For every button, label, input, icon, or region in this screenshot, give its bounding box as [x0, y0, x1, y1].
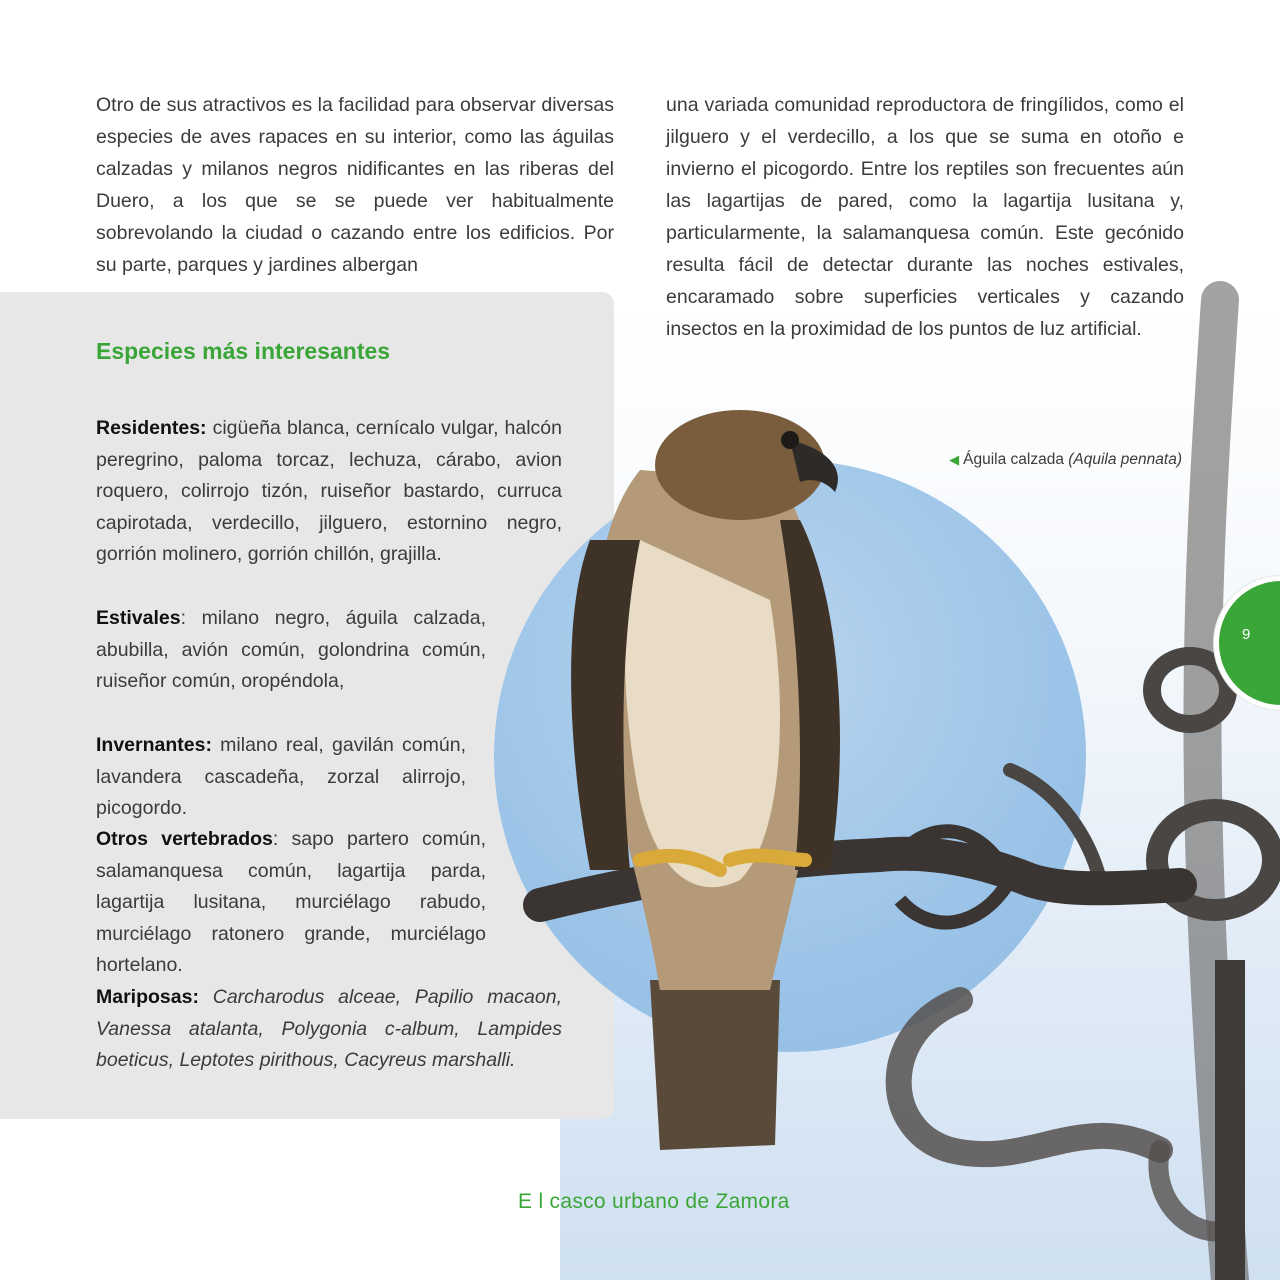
footer-title: E l casco urbano de Zamora: [518, 1190, 790, 1213]
mariposas-label: Mariposas:: [96, 986, 199, 1008]
box-title: Especies más interesantes: [96, 338, 391, 364]
mariposas-text: Carcharodus alceae, Papilio macaon, Vanessa atalanta, Polygonia c-album, Lampides boeticus, Leptotes pirithous, Cacyreus marshalli.: [96, 986, 562, 1071]
page-number: 9: [1242, 626, 1251, 643]
species-invernantes: [96, 730, 466, 825]
estivales-text: : milano negro, águila calzada, abubilla, avión común, golondrina común, ruiseñor común, oropéndola,: [96, 607, 486, 692]
otros-text: : sapo partero común, salamanquesa común, lagartija parda, lagartija lusitana, murciélago rabudo, murciélago ratonero grande, murciélago hortelano.: [96, 828, 486, 976]
invernantes-label: Invernantes:: [96, 734, 212, 756]
body-text-left: Otro de sus atractivos es la facilidad para observar diversas especies de aves rapaces en su interior, como las águilas calzadas y milanos negros nidificantes en las riberas del Duero, a los que se se puede ver habitualmente sobrevolando la ciudad o cazando entre los edificios. Por su parte, parques y jardines albergan: [96, 94, 614, 276]
estivales-label: Estivales: [96, 607, 181, 629]
body-text-right: una variada comunidad reproductora de fringílidos, como el jilguero y el verdecillo, a los que se suma en otoño e invierno el picogordo. Entre los reptiles son frecuentes aún las lagartijas de pared, como la lagartija lusitana y, particularmente, la salamanquesa común. Este gecónido resulta fácil de detectar durante las noches estivales, encaramado sobre superficies verticales y cazando insectos en la proximidad de los puntos de luz artificial.: [666, 94, 1184, 340]
photo-caption: [949, 451, 1182, 469]
residentes-label: Residentes:: [96, 417, 207, 439]
caption-common: Águila calzada: [963, 451, 1069, 468]
caption-scientific: (Aquila pennata): [1068, 451, 1182, 468]
invernantes-text: milano real, gavilán común, lavandera cascadeña, zorzal alirrojo, picogordo.: [96, 734, 466, 819]
species-otros: [96, 824, 486, 982]
species-estivales: [96, 603, 486, 698]
species-residentes: [96, 413, 562, 571]
otros-label: Otros vertebrados: [96, 828, 273, 850]
species-mariposas: [96, 982, 562, 1077]
residentes-text: cigüeña blanca, cernícalo vulgar, halcón peregrino, paloma torcaz, lechuza, cárabo, avion roquero, colirrojo tizón, ruiseñor bastardo, curruca capirotada, verdecillo, jilguero, estornino negro, gorrión molinero, gorrión chillón, grajilla.: [96, 417, 562, 565]
caret-left-icon: ◀: [949, 452, 960, 467]
